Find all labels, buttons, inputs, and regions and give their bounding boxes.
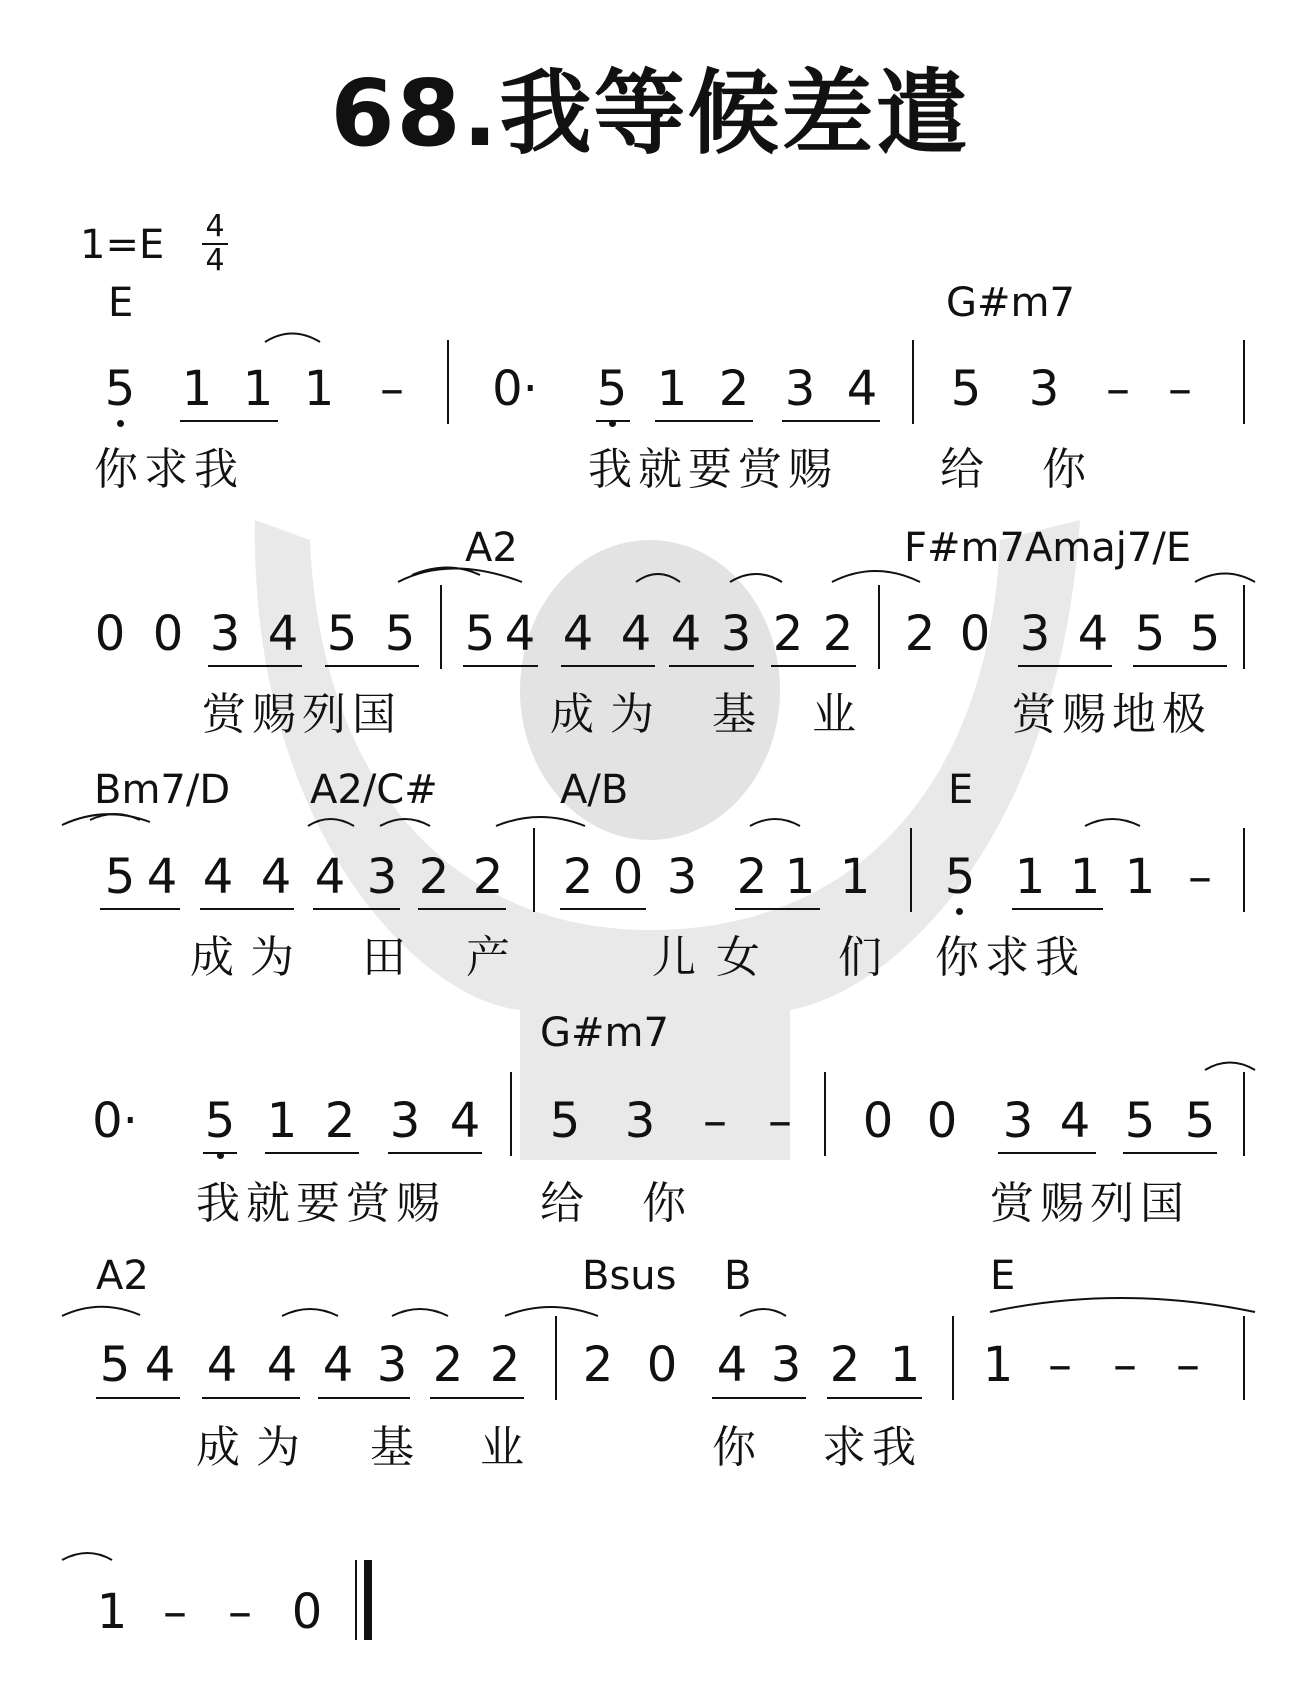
chord-a2cs: A2/C# [310,767,438,813]
slur [62,1307,140,1316]
note: 1 [242,361,274,417]
note: 3 [1002,1093,1034,1149]
chord-a2-2: A2 [96,1253,149,1299]
note: 5 [326,606,358,662]
note: 1 [1014,849,1046,905]
chord-e-3: E [990,1253,1016,1299]
note: 1 [1069,849,1101,905]
slur [392,1309,448,1316]
note: 2 [324,1093,356,1149]
lyric-5e: 求我 [822,1422,922,1473]
note: 2 [582,1337,614,1393]
lyric-4b: 给 你 [540,1178,708,1229]
lyric-1a: 你求我 [94,444,244,495]
note: 0 [926,1093,958,1149]
note: 2 [489,1337,521,1393]
chord-bm7d: Bm7/D [94,767,231,813]
note: 3 [209,606,241,662]
lyric-3b: 田 [362,932,412,983]
note: 5 [104,361,136,417]
chord-gsm7-1: G#m7 [946,280,1075,326]
slur [282,1309,338,1316]
note: 4 [266,1337,298,1393]
note: 1 [656,361,688,417]
chord-ab: A/B [560,767,629,813]
note: 2 [736,849,768,905]
note: 4 [562,606,594,662]
note: 4 [670,606,702,662]
slur [496,817,585,826]
note: 0 [94,606,126,662]
note: 0 [646,1337,678,1393]
note: 5 [464,606,496,662]
slur [505,1307,598,1316]
note: – [1168,361,1192,417]
note: 2 [829,1337,861,1393]
slur [990,1298,1255,1312]
lyric-3f: 你求我 [935,932,1085,983]
lyric-1c: 给 你 [940,444,1108,495]
note: 4 [314,849,346,905]
slur [1195,574,1255,583]
note: 1 [181,361,213,417]
slur [398,569,522,583]
note: 1 [303,361,335,417]
note: 5 [950,361,982,417]
time-signature-bottom: 4 [205,243,225,278]
note: 4 [260,849,292,905]
lyric-3e: 们 [838,932,888,983]
note: 1 [889,1337,921,1393]
note: 2 [418,849,450,905]
note: – [380,361,404,417]
note: 0· [492,361,538,417]
slur [1205,1063,1255,1071]
note: 1 [839,849,871,905]
note: 3 [366,849,398,905]
slur [636,574,680,582]
lyric-5a: 成为 [196,1422,316,1473]
note: 2 [432,1337,464,1393]
note: 0 [152,606,184,662]
note: 5 [1184,1093,1216,1149]
chord-a2-1: A2 [465,525,518,571]
song-title: 68.我等候差遣 [330,60,970,167]
note: 1 [982,1337,1014,1393]
note: 4 [716,1337,748,1393]
note: – [1176,1337,1200,1393]
note: 0 [862,1093,894,1149]
note: 2 [904,606,936,662]
note: 2 [822,606,854,662]
note: 4 [202,849,234,905]
slur [750,819,800,826]
time-signature-top: 4 [205,209,225,244]
lyric-2b: 成为 [550,689,670,740]
note: 5 [104,849,136,905]
note: – [1188,849,1212,905]
note: – [703,1093,727,1149]
key-signature: 1=E [80,222,165,268]
note: 4 [267,606,299,662]
note: 4 [206,1337,238,1393]
note: 1 [96,1584,128,1640]
note: – [163,1584,187,1640]
note: 4 [1059,1093,1091,1149]
note: 3 [666,849,698,905]
lyric-3d: 儿女 [652,932,780,983]
note: 5 [944,849,976,905]
note: 4 [846,361,878,417]
note: 0 [959,606,991,662]
note: 5 [549,1093,581,1149]
note: 3 [1019,606,1051,662]
note: 2 [772,606,804,662]
note: – [1106,361,1130,417]
slur [1085,819,1140,826]
lyric-2e: 赏赐地极 [1012,689,1212,740]
note: 3 [389,1093,421,1149]
slur [265,334,320,343]
note: 1 [266,1093,298,1149]
note: 4 [620,606,652,662]
slur [62,1553,112,1560]
note: 5 [1134,606,1166,662]
slur [308,819,354,826]
note: 3 [720,606,752,662]
note: 3 [624,1093,656,1149]
note: – [228,1584,252,1640]
chord-bsus: Bsus [582,1253,677,1299]
note: 2 [472,849,504,905]
lyric-3a: 成为 [190,932,310,983]
lyric-5c: 业 [480,1422,530,1473]
lyric-1b: 我就要赏赐 [588,444,838,495]
note: 1 [784,849,816,905]
chord-e-2: E [948,767,974,813]
chord-fsm7-amaj7e: F#m7Amaj7/E [904,525,1192,571]
note: 5 [384,606,416,662]
note: 4 [1077,606,1109,662]
note: 3 [1028,361,1060,417]
note: 5 [99,1337,131,1393]
chord-gsm7-2: G#m7 [540,1010,669,1056]
lyric-5b: 基 [370,1422,420,1473]
note: 5 [1124,1093,1156,1149]
lyric-5d: 你 [712,1422,762,1473]
note: 5 [1189,606,1221,662]
note: 0 [612,849,644,905]
note: 3 [376,1337,408,1393]
note: 0· [92,1093,138,1149]
note: 5 [596,361,628,417]
note: 4 [322,1337,354,1393]
lyric-4c: 赏赐列国 [990,1178,1190,1229]
note: 4 [146,849,178,905]
note: 1 [1124,849,1156,905]
note: 4 [449,1093,481,1149]
note: 3 [784,361,816,417]
lyric-2d: 业 [812,689,862,740]
note: 0 [291,1584,323,1640]
note: 4 [504,606,536,662]
note: 3 [770,1337,802,1393]
slur [380,819,430,826]
note: – [768,1093,792,1149]
note: – [1113,1337,1137,1393]
lyric-3c: 产 [466,932,516,983]
chord-e-1: E [108,280,134,326]
note: 2 [718,361,750,417]
note: 4 [144,1337,176,1393]
note: 2 [562,849,594,905]
lyric-2c: 基 [712,689,762,740]
lyric-2a: 赏赐列国 [202,689,402,740]
slur [832,571,920,582]
note: 5 [204,1093,236,1149]
slur [740,1309,786,1316]
slur [730,574,782,582]
chord-b: B [724,1253,752,1299]
note: – [1048,1337,1072,1393]
lyric-4a: 我就要赏赐 [196,1178,446,1229]
